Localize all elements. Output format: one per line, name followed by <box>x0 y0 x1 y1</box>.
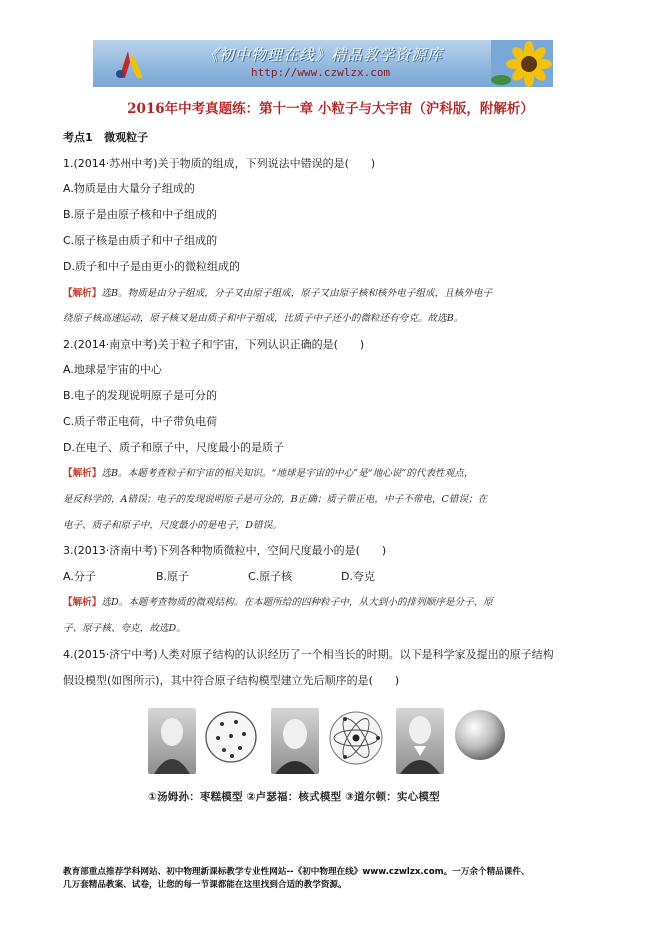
section-heading <box>63 131 148 145</box>
question-1-analysis-line-1: 【解析】选B。物质是由分子组成，分子又由原子组成，原子又由原子核和核外电子组成，且核外电子 <box>63 288 493 299</box>
question-1-option-d: D.质子和中子是由更小的微粒组成的 <box>63 260 240 273</box>
section-label: 考点1 <box>63 131 93 144</box>
header-banner <box>93 40 553 87</box>
page-footer <box>63 866 530 892</box>
analysis-tag: 【解析】 <box>63 468 102 479</box>
question-1-option-c: C.原子核是由质子和中子组成的 <box>63 234 218 247</box>
plum-pudding-model-icon <box>204 710 258 764</box>
question-2-option-a: A.地球是宇宙的中心 <box>63 363 162 376</box>
question-3-analysis-line-2: 子、原子核、夸克，故选D。 <box>63 623 186 634</box>
question-1-option-a: A.物质是由大量分子组成的 <box>63 182 195 195</box>
question-2-analysis-line-1: 【解析】选B。本题考查粒子和宇宙的相关知识。“地球是宇宙的中心”是“地心说”的代表性观点， <box>63 468 474 479</box>
question-2-option-d: D.在电子、质子和原子中，尺度最小的是质子 <box>63 441 284 454</box>
question-1-stem: 1.(2014·苏州中考)关于物质的组成，下列说法中错误的是( ) <box>63 157 376 170</box>
question-3-option-b: B.原子 <box>156 570 190 583</box>
question-4-stem-line-2: 假设模型(如图所示)，其中符合原子结构模型建立先后顺序的是( ) <box>63 674 400 687</box>
analysis-tag: 【解析】 <box>63 597 102 608</box>
dalton-portrait <box>396 708 444 774</box>
thomson-portrait <box>148 708 196 774</box>
question-3-option-a: A.分子 <box>63 570 96 583</box>
rutherford-portrait <box>271 708 319 774</box>
question-3-analysis-line-1: 【解析】选D。本题考查物质的微观结构。在本题所给的四种粒子中，从大到小的排列顺序是分子、原 <box>63 597 493 608</box>
question-2-option-b: B.电子的发现说明原子是可分的 <box>63 389 218 402</box>
question-3-option-c: C.原子核 <box>248 570 293 583</box>
footer-line-2: 几万套精品教案、试卷，让您的每一节课都能在这里找到合适的教学资源。 <box>63 880 347 890</box>
question-1-analysis-line-2: 绕原子核高速运动，原子核又是由质子和中子组成，比质子中子还小的微粒还有夸克。故选B。 <box>63 313 464 324</box>
section-name: 微观粒子 <box>104 131 149 144</box>
question-2-analysis-line-3: 电子、质子和原子中，尺度最小的是电子，D错误。 <box>63 520 282 531</box>
analysis-tag: 【解析】 <box>63 288 102 299</box>
document-title: 2016年中考真题练：第十一章 小粒子与大宇宙（沪科版，附解析） <box>127 101 534 117</box>
solid-sphere-model-icon <box>453 708 507 762</box>
question-2-option-c: C.质子带正电荷，中子带负电荷 <box>63 415 218 428</box>
question-1-option-b: B.原子是由原子核和中子组成的 <box>63 208 218 221</box>
banner-url[interactable]: http://www.czwlzx.com <box>251 66 391 79</box>
figure-caption: ①汤姆孙：枣糕模型 ②卢瑟福：核式模型 ③道尔顿：实心模型 <box>148 791 440 803</box>
question-2-stem: 2.(2014·南京中考)关于粒子和宇宙，下列认识正确的是( ) <box>63 338 365 351</box>
question-4-stem-line-1: 4.(2015·济宁中考)人类对原子结构的认识经历了一个相当长的时期。以下是科学家及提出的原子结构 <box>63 648 554 661</box>
question-3-option-d: D.夸克 <box>341 570 375 583</box>
atomic-models-figure <box>148 702 510 802</box>
sunflower-icon <box>491 40 553 87</box>
question-3-stem: 3.(2013·济南中考)下列各种物质微粒中，空间尺度最小的是( ) <box>63 544 387 557</box>
banner-title: 《初中物理在线》精品教学资源库 <box>203 46 444 64</box>
question-2-analysis-line-2: 是反科学的，A错误；电子的发现说明原子是可分的，B正确；质子带正电，中子不带电，C错误；在 <box>63 494 488 505</box>
nuclear-model-icon <box>328 710 384 766</box>
site-logo-icon <box>111 48 145 82</box>
footer-line-1: 教育部重点推荐学科网站、初中物理新课标教学专业性网站--《初中物理在线》www.czwlzx.com。一万余个精品课件、 <box>63 867 530 877</box>
